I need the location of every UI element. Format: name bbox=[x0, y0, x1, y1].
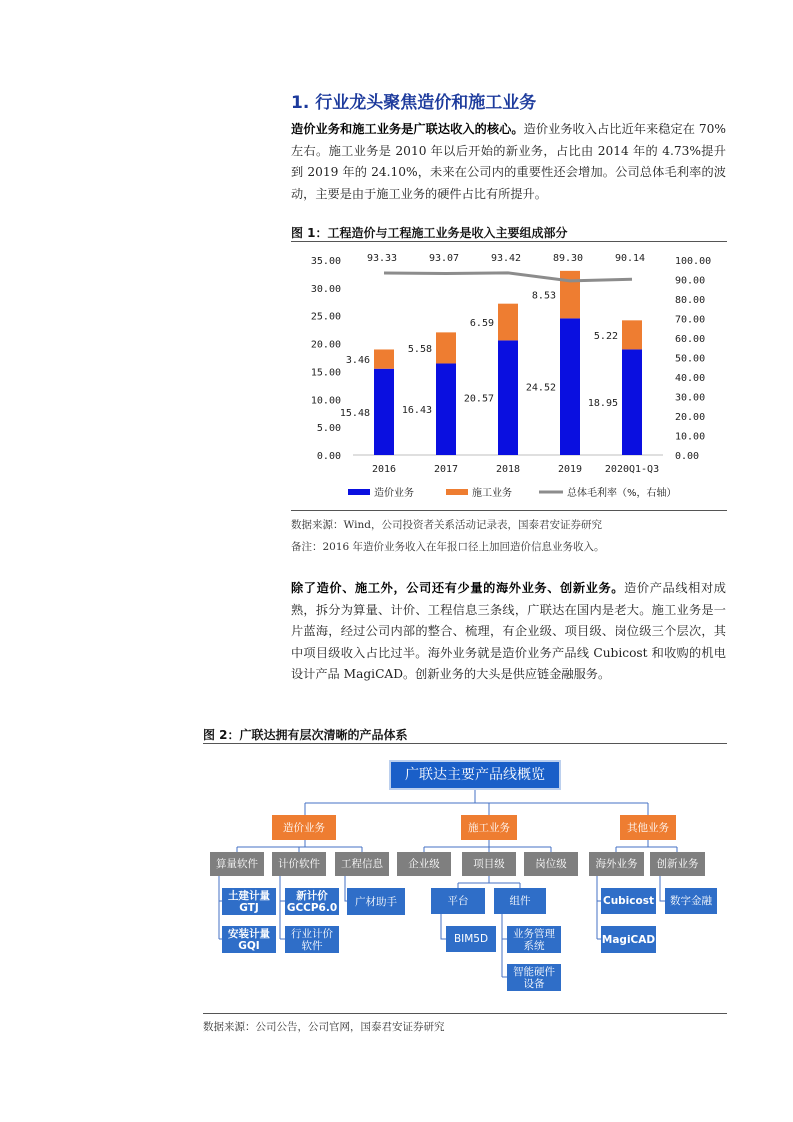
figure-1-title: 图 1：工程造价与工程施工业务是收入主要组成部分 bbox=[291, 226, 568, 240]
bar-construction-label: 8.53 bbox=[531, 290, 556, 302]
bar-cost-label: 15.48 bbox=[339, 407, 370, 419]
tree-cat-other: 其他业务 bbox=[620, 815, 676, 840]
x-tick-label: 2019 bbox=[557, 464, 583, 475]
tree-node-chuangxin: 创新业务 bbox=[650, 852, 705, 876]
figure-1-note: 备注：2016 年造价业务收入在年报口径上加回造价信息业务收入。 bbox=[291, 541, 605, 553]
tree-leaf-shuzi: 数字金融 bbox=[665, 888, 717, 914]
legend-label-margin: 总体毛利率（%，右轴） bbox=[567, 488, 677, 499]
left-tick-label: 0.00 bbox=[316, 451, 341, 462]
bar-construction-label: 5.58 bbox=[407, 343, 432, 355]
figure-2-bottom-rule bbox=[203, 1013, 727, 1014]
bar-construction-label: 5.22 bbox=[593, 330, 618, 342]
paragraph-lead: 造价业务和施工业务是广联达收入的核心。 bbox=[291, 122, 524, 136]
right-tick-label: 30.00 bbox=[675, 392, 706, 404]
margin-label: 93.07 bbox=[428, 253, 460, 264]
tree-leaf-gqi: 安装计量 GQI bbox=[222, 926, 276, 953]
section-title: 1. 行业龙头聚焦造价和施工业务 bbox=[291, 93, 537, 113]
tree-leaf-hangye: 行业计价 软件 bbox=[285, 926, 339, 953]
tree-cat-construct: 施工业务 bbox=[461, 815, 517, 840]
x-tick-label: 2020Q1-Q3 bbox=[604, 464, 660, 475]
paragraph-body: 造价产品线相对成熟，拆分为算量、计价、工程信息三条线，广联达在国内是老大。施工业务是一片蓝海，经过公司内部的整合、梳理，有企业级、项目级、岗位级三个层次，其中项目级收入占比过半。海外业务就是造价业务产品线 Cubicost 和收购的机电设计产品 MagiCAD。创新业务的大头是供应链金融服务。 bbox=[291, 581, 726, 681]
tree-leaf-magicad: MagiCAD bbox=[601, 926, 656, 953]
left-tick-label: 15.00 bbox=[310, 367, 341, 379]
right-tick-label: 60.00 bbox=[675, 334, 706, 345]
tree-node-jijia: 计价软件 bbox=[272, 852, 326, 876]
legend-label-cost: 造价业务 bbox=[374, 488, 414, 499]
right-tick-label: 10.00 bbox=[675, 431, 706, 443]
tree-leaf-bim5d: BIM5D bbox=[446, 926, 496, 952]
bar-cost-label: 16.43 bbox=[401, 405, 432, 417]
tree-cat-cost: 造价业务 bbox=[272, 815, 336, 840]
paragraph-body: 造价业务收入占比近年来稳定在 70%左右。施工业务是 2010 年以后开始的新业务，占比由 2014 年的 4.73%提升到 2019 年的 24.10%，未来在公司内的重要性还会增加。公司总体毛利率的波动，主要是由于施工业务的硬件占比有所提升。 bbox=[291, 122, 726, 201]
tree-leaf-gtj: 土建计量 GTJ bbox=[222, 888, 276, 915]
margin-label: 89.30 bbox=[552, 253, 584, 264]
right-tick-label: 0.00 bbox=[675, 451, 700, 462]
left-tick-label: 5.00 bbox=[316, 423, 341, 435]
tree-node-zujian: 组件 bbox=[494, 888, 546, 914]
tree-root: 广联达主要产品线概览 bbox=[389, 760, 561, 790]
figure-2-source: 数据来源：公司公告，公司官网，国泰君安证券研究 bbox=[203, 1021, 445, 1033]
left-tick-label: 10.00 bbox=[310, 395, 341, 407]
left-tick-label: 30.00 bbox=[310, 283, 341, 295]
margin-label: 93.33 bbox=[366, 253, 398, 264]
left-tick-label: 20.00 bbox=[310, 339, 341, 351]
tree-leaf-zhineng: 智能硬件 设备 bbox=[507, 964, 561, 991]
tree-leaf-cubicost: Cubicost bbox=[601, 888, 656, 914]
margin-label: 90.14 bbox=[614, 253, 646, 264]
right-tick-label: 50.00 bbox=[675, 353, 706, 365]
bar-cost-label: 18.95 bbox=[587, 398, 618, 410]
tree-leaf-guangcai: 广材助手 bbox=[347, 888, 405, 915]
x-tick-label: 2017 bbox=[433, 464, 459, 475]
left-tick-label: 35.00 bbox=[310, 256, 341, 267]
legend-label-construction: 施工业务 bbox=[472, 488, 512, 499]
tree-node-suanliang: 算量软件 bbox=[210, 852, 264, 876]
bar-construction-label: 6.59 bbox=[469, 318, 494, 330]
tree-node-qiye: 企业级 bbox=[397, 852, 451, 876]
bar-cost-label: 20.57 bbox=[463, 393, 494, 405]
right-tick-label: 90.00 bbox=[675, 275, 706, 287]
tree-node-pingtai: 平台 bbox=[431, 888, 485, 914]
bar-construction-label: 3.46 bbox=[345, 355, 370, 367]
x-tick-label: 2016 bbox=[371, 464, 397, 475]
tree-leaf-yewu: 业务管理 系统 bbox=[507, 926, 561, 953]
tree-leaf-gccp: 新计价 GCCP6.0 bbox=[286, 889, 338, 914]
figure-2-title: 图 2：广联达拥有层次清晰的产品体系 bbox=[203, 728, 408, 742]
tree-node-xiangmu: 项目级 bbox=[462, 852, 516, 876]
tree-node-haiwai: 海外业务 bbox=[589, 852, 644, 876]
tree-node-gongcheng: 工程信息 bbox=[335, 852, 389, 876]
right-tick-label: 40.00 bbox=[675, 373, 706, 384]
margin-label: 93.42 bbox=[490, 253, 522, 264]
x-tick-label: 2018 bbox=[495, 464, 521, 475]
right-tick-label: 70.00 bbox=[675, 314, 706, 326]
right-tick-label: 100.00 bbox=[675, 256, 712, 267]
bar-cost-label: 24.52 bbox=[525, 382, 556, 394]
figure-1-source: 数据来源：Wind，公司投资者关系活动记录表，国泰君安证券研究 bbox=[291, 519, 602, 531]
paragraph-lead: 除了造价、施工外，公司还有少量的海外业务、创新业务。 bbox=[291, 581, 625, 595]
left-tick-label: 25.00 bbox=[310, 311, 341, 323]
right-tick-label: 20.00 bbox=[675, 412, 706, 423]
right-tick-label: 80.00 bbox=[675, 295, 706, 306]
tree-node-gangwei: 岗位级 bbox=[524, 852, 578, 876]
